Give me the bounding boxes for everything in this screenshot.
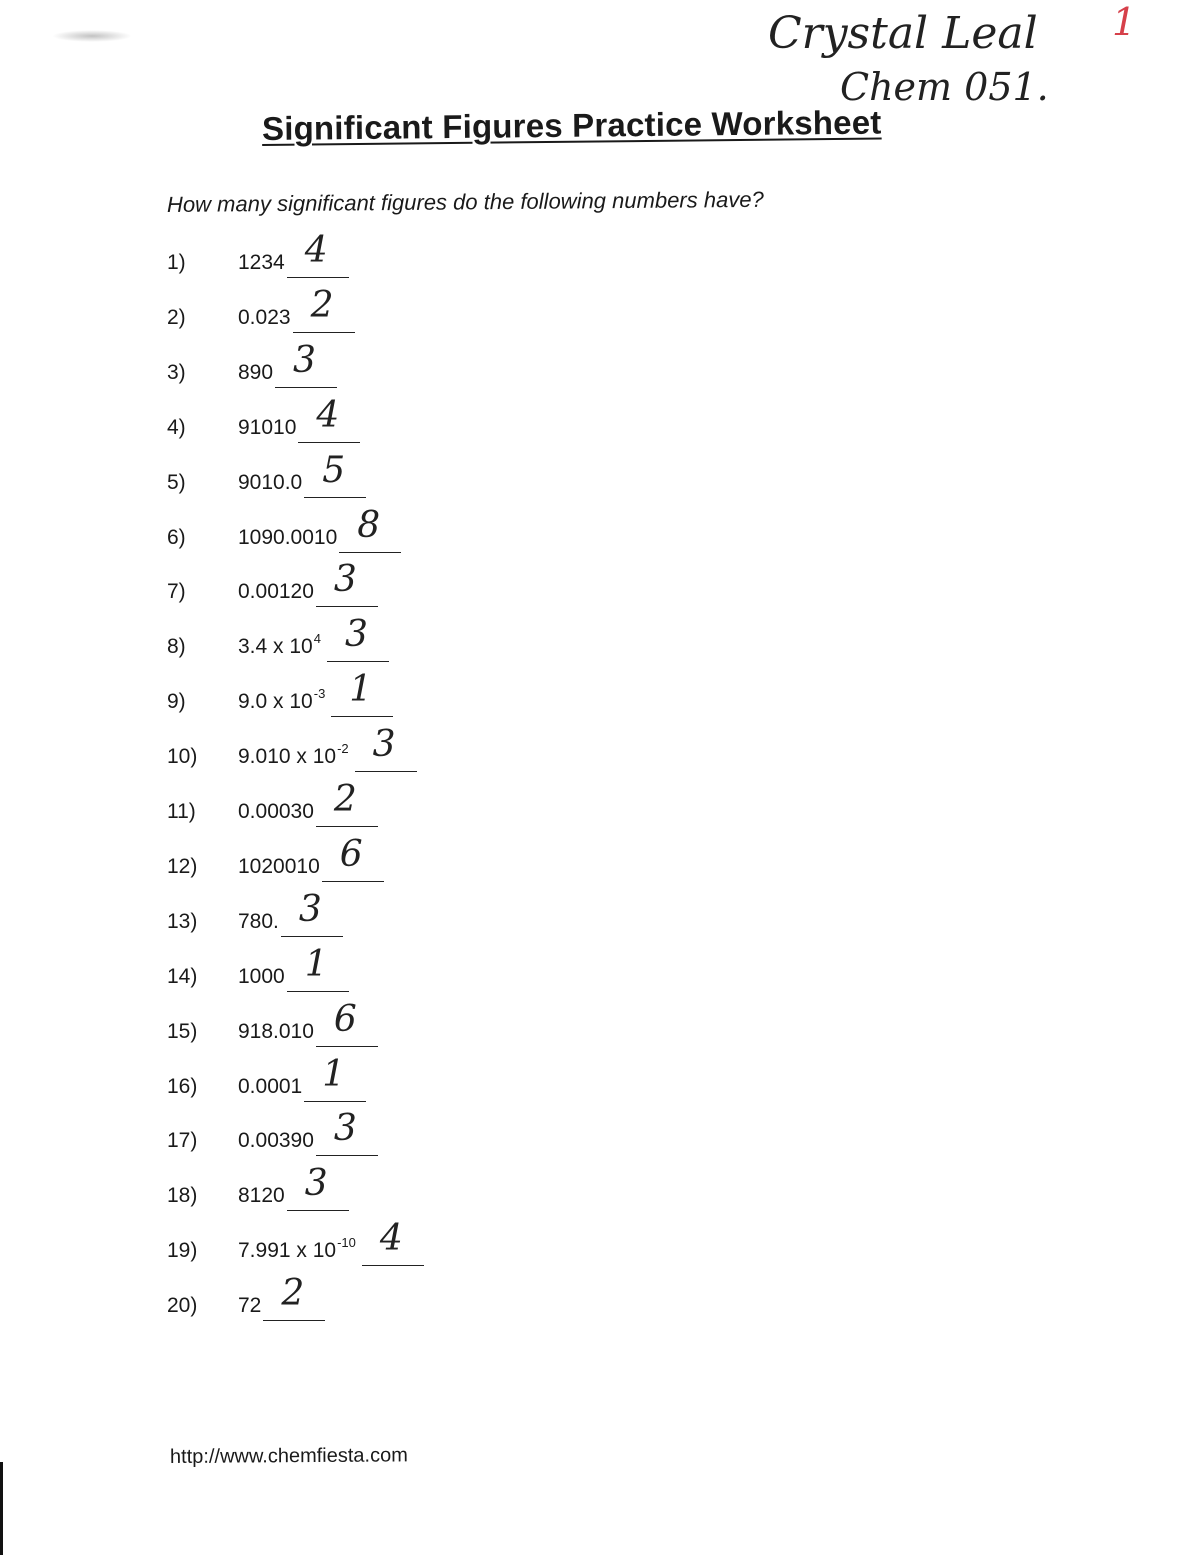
answer-blank[interactable] — [287, 943, 349, 992]
answer-blank[interactable] — [339, 504, 401, 553]
question-number: 3) — [167, 360, 186, 384]
question-number-value: 0.00390 — [238, 1129, 314, 1153]
question-number-value: 7.991 x 10 — [238, 1239, 337, 1263]
answer-blank[interactable] — [287, 1163, 349, 1211]
handwritten-answer: 3 — [293, 339, 316, 381]
question-number-value: 1000 — [238, 964, 285, 988]
question-number: 4) — [167, 415, 186, 439]
footer-url[interactable]: http://www.chemfiesta.com — [169, 1444, 408, 1468]
exponent: 4 — [313, 631, 321, 647]
question-number: 9) — [167, 690, 186, 714]
answer-blank[interactable] — [281, 888, 343, 937]
handwritten-answer: 2 — [333, 779, 357, 820]
question-number: 1) — [167, 251, 186, 274]
question-row — [0, 559, 700, 612]
question-value — [238, 449, 366, 498]
exponent: -2 — [337, 741, 349, 757]
question-number-value: 9.0 x 10 — [238, 690, 313, 714]
question-number-value: 780. — [238, 909, 279, 933]
answer-blank[interactable] — [355, 724, 417, 772]
handwritten-answer: 2 — [310, 284, 334, 326]
handwritten-answer: 2 — [281, 1273, 305, 1315]
handwritten-answer: 4 — [304, 230, 328, 271]
question-number-value: 918.010 — [238, 1019, 314, 1043]
question-row — [0, 1108, 700, 1161]
question-value — [238, 1053, 366, 1102]
question-value — [238, 1218, 424, 1266]
question-value — [238, 1163, 349, 1211]
question-row — [0, 724, 700, 777]
question-value — [238, 888, 343, 937]
course-name: Chem 051. — [840, 65, 1049, 109]
answer-blank[interactable] — [362, 1218, 424, 1266]
question-number-value: 0.023 — [238, 305, 291, 329]
question-number-value: 0.00120 — [238, 580, 314, 604]
question-number: 12) — [167, 854, 198, 878]
answer-blank[interactable] — [287, 230, 349, 278]
handwritten-answer: 1 — [349, 669, 373, 711]
question-number-value: 1020010 — [238, 854, 320, 878]
scan-edge-mark — [0, 1462, 3, 1555]
question-value — [238, 833, 384, 882]
handwritten-answer: 4 — [316, 394, 340, 436]
question-row — [0, 1273, 700, 1326]
answer-blank[interactable] — [316, 559, 378, 607]
question-value — [238, 779, 378, 827]
question-row — [0, 779, 700, 832]
answer-blank[interactable] — [331, 669, 393, 717]
question-number: 16) — [167, 1074, 198, 1098]
question-value — [238, 724, 417, 772]
handwritten-answer: 6 — [339, 833, 363, 875]
exponent: -3 — [313, 686, 326, 702]
student-name: Crystal Leal — [768, 8, 1038, 59]
question-value — [238, 998, 378, 1047]
question-row — [0, 1163, 700, 1216]
question-number-value: 91010 — [238, 415, 297, 439]
handwritten-answer: 1 — [304, 943, 328, 985]
question-row — [0, 669, 700, 722]
handwritten-answer: 3 — [372, 724, 396, 766]
question-number: 15) — [167, 1019, 198, 1043]
question-number-value: 3.4 x 10 — [238, 635, 313, 659]
question-number-value: 1234 — [238, 251, 285, 274]
question-value — [238, 943, 349, 992]
question-number: 2) — [167, 305, 186, 329]
question-number: 6) — [167, 525, 186, 549]
grade-mark: 1 — [1112, 0, 1137, 44]
question-number-value: 9.010 x 10 — [238, 745, 337, 769]
question-number: 19) — [167, 1239, 198, 1263]
question-number: 7) — [167, 580, 186, 604]
question-number: 10) — [167, 745, 198, 769]
answer-blank[interactable] — [293, 284, 355, 333]
question-number-value: 0.0001 — [238, 1074, 303, 1098]
handwritten-answer: 3 — [333, 559, 357, 601]
page-title: Significant Figures Practice Worksheet — [261, 103, 882, 147]
answer-blank[interactable] — [275, 339, 337, 388]
question-value — [238, 1273, 325, 1321]
answer-blank[interactable] — [263, 1273, 325, 1321]
question-value — [238, 1108, 378, 1156]
question-number: 17) — [167, 1129, 198, 1153]
answer-blank[interactable] — [327, 614, 389, 662]
question-row — [0, 1053, 700, 1107]
answer-blank[interactable] — [316, 1108, 378, 1156]
answer-blank[interactable] — [316, 998, 378, 1047]
answer-blank[interactable] — [298, 394, 360, 443]
answer-blank[interactable] — [304, 1053, 366, 1102]
question-number: 5) — [167, 470, 186, 494]
question-value — [238, 339, 337, 388]
question-row — [0, 230, 700, 283]
handwritten-answer: 5 — [322, 449, 346, 491]
question-number-value: 9010.0 — [238, 470, 303, 494]
question-number: 20) — [167, 1294, 198, 1318]
question-value — [238, 230, 349, 278]
handwritten-answer: 8 — [357, 504, 381, 546]
handwritten-answer: 4 — [379, 1218, 403, 1260]
question-number-value: 72 — [238, 1294, 262, 1318]
question-number: 18) — [167, 1184, 198, 1208]
handwritten-answer: 3 — [304, 1163, 328, 1205]
question-value — [238, 284, 355, 333]
question-value — [238, 559, 378, 607]
question-number-value: 8120 — [238, 1184, 285, 1208]
handwritten-answer: 3 — [333, 1108, 357, 1150]
instruction-text: How many significant figures do the following numbers have? — [166, 186, 764, 217]
question-row — [0, 339, 700, 393]
question-number: 13) — [167, 909, 198, 933]
question-row — [0, 1218, 700, 1271]
question-number-value: 1090.0010 — [238, 525, 338, 549]
question-value — [238, 669, 393, 717]
answer-blank[interactable] — [316, 779, 378, 827]
answer-blank[interactable] — [322, 833, 384, 882]
question-row — [0, 888, 700, 942]
answer-blank[interactable] — [304, 449, 366, 498]
question-value — [238, 504, 401, 553]
handwritten-answer: 3 — [344, 614, 368, 656]
question-row — [0, 614, 700, 667]
handwritten-answer: 3 — [298, 888, 322, 930]
question-number: 11) — [167, 800, 196, 823]
question-row — [0, 284, 700, 338]
question-row — [0, 394, 700, 448]
question-row — [0, 998, 700, 1052]
question-number-value: 890 — [238, 360, 274, 384]
question-value — [238, 394, 360, 443]
question-value — [238, 614, 389, 662]
question-number-value: 0.00030 — [238, 800, 314, 823]
question-row — [0, 833, 700, 887]
question-row — [0, 504, 700, 558]
question-number: 14) — [167, 964, 198, 988]
question-row — [0, 449, 700, 503]
question-row — [0, 943, 700, 997]
handwritten-answer: 6 — [333, 998, 357, 1040]
question-number: 8) — [167, 635, 186, 659]
handwritten-answer: 1 — [322, 1053, 346, 1095]
exponent: -10 — [337, 1235, 356, 1251]
